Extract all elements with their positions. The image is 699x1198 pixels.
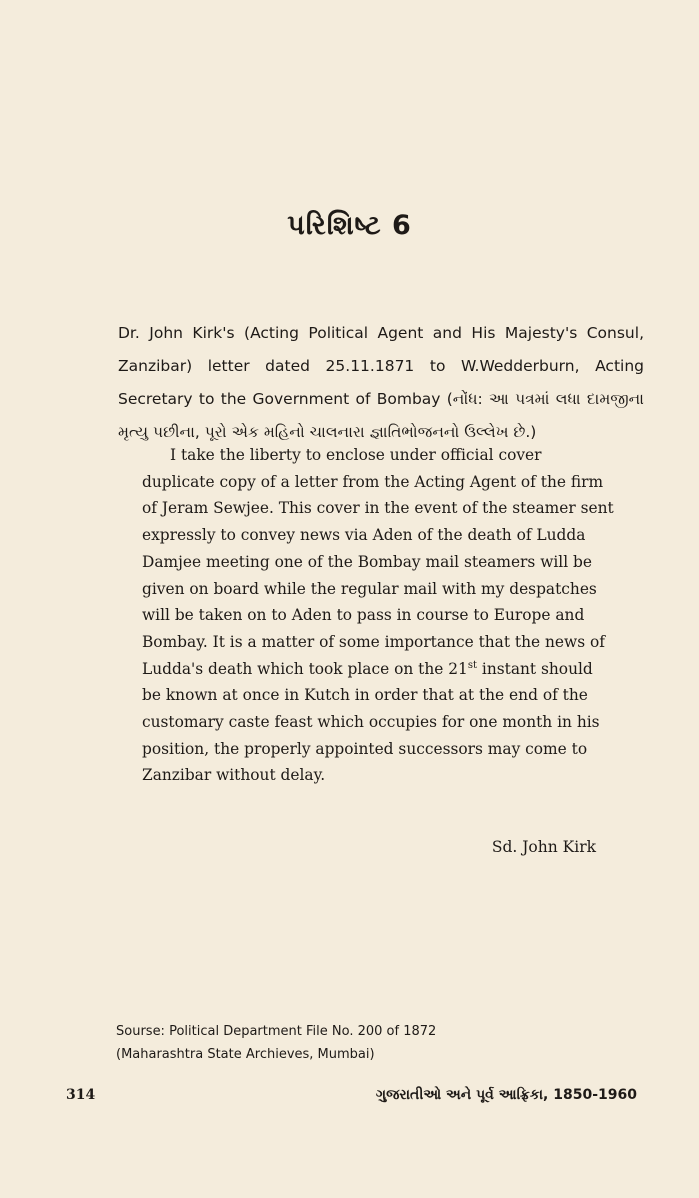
letter-paragraph: [142, 442, 616, 789]
ordinal-suffix: st: [467, 659, 478, 671]
source-line-1: Sourse: Political Department File No. 200 of 1872: [116, 1024, 437, 1039]
signature: Sd. John Kirk: [491, 838, 596, 856]
source-line-2: (Maharashtra State Archieves, Mumbai): [116, 1047, 375, 1062]
appendix-heading: પરિશિષ્ટ 6: [287, 210, 412, 241]
appendix-intro: Dr. John Kirk's (Acting Political Agent and His Majesty's Consul, Zanzibar) letter dated 25.11.1871 to W.Wedderburn, Acting Secretary to the Government of Bombay (નોંધ: આ પત્રમાં લધા દામજીના મૃત્યુ પછીના, પૂરો એક મહિનો ચાલનારા જ્ઞાતિભોજનનો ઉલ્લેખ છે.): [118, 324, 644, 441]
letter-text-part2: instant should be known at once in Kutch in order that at the end of the customary caste feast which occupies for one month in his position, the properly appointed successors may come to Zanzibar without delay.: [142, 659, 600, 785]
page-number: 314: [66, 1087, 96, 1103]
letter-text-part1: I take the liberty to enclose under official cover duplicate copy of a letter from the Acting Agent of the firm of Jeram Sewjee. This cover in the event of the steamer sent expressly to convey news via Aden of the death of Ludda Damjee meeting one of the Bombay mail steamers will be given on board while the regular mail with my despatches will be taken on to Aden to pass in course to Europe and Bombay. It is a matter of some importance that the news of Ludda's death which took place on the 21: [142, 446, 614, 678]
running-title: ગુજરાતીઓ અને પૂર્વ આફ્રિકા, 1850-1960: [375, 1087, 637, 1103]
source-citation: [116, 1020, 596, 1066]
letter-body: [142, 442, 616, 789]
